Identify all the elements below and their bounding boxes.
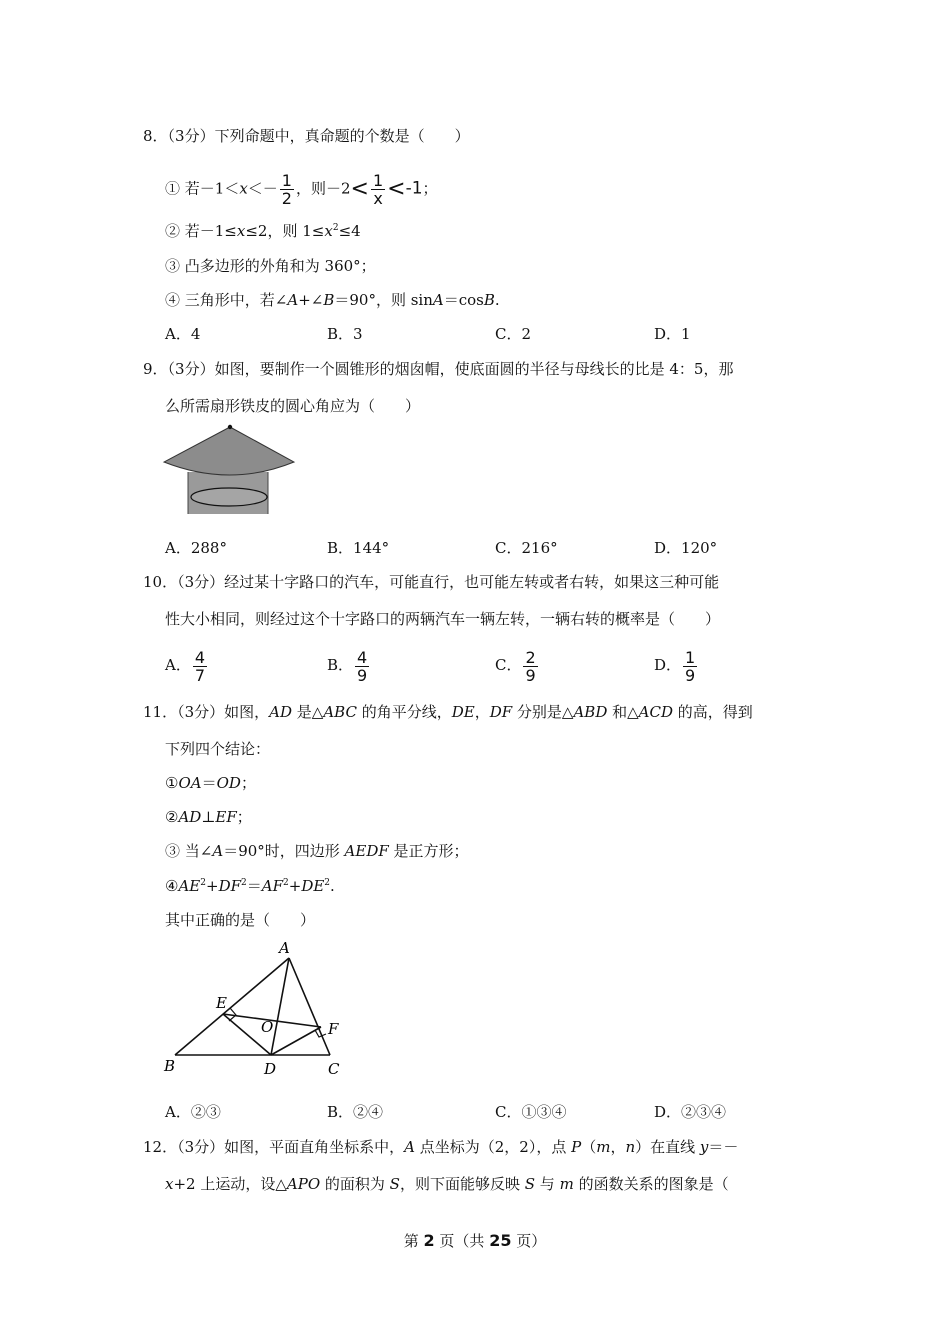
pipe-ellipse: [191, 488, 267, 506]
label-F: F: [328, 1020, 339, 1038]
q8-s2-text-a: ② 若－1≤: [165, 222, 237, 240]
q10-d-frac: $\frac{1}{9}$: [685, 647, 696, 685]
side-AB: [175, 958, 289, 1055]
q10-b-frac: $\frac{4}{9}$: [357, 647, 368, 685]
q8-s4-b: +∠: [298, 291, 324, 309]
q11-stem-line-1: 11．（3分）如图，AD 是△ABC 的角平分线，DE，DF 分别是△ABD 和△ACD 的高，得到: [143, 703, 753, 721]
q9-option-a[interactable]: A．288°: [165, 539, 227, 557]
q10-b-label: B．: [327, 656, 354, 674]
q8-s2-text-c: ≤4: [338, 222, 361, 240]
q9-option-c[interactable]: C．216°: [495, 539, 558, 557]
q10-a-label: A．: [165, 656, 191, 674]
q10-d-label: D．: [654, 656, 682, 674]
q8-lt-2: <: [387, 176, 406, 202]
cone-apex: [228, 425, 232, 429]
q11-option-a[interactable]: A．②③: [165, 1103, 221, 1121]
label-D: D: [264, 1060, 277, 1078]
q8-s2-var-x2: x: [324, 222, 333, 240]
q8-option-c[interactable]: C．2: [495, 325, 532, 343]
q8-s4-A2: A: [432, 291, 444, 309]
q9-option-b[interactable]: B．144°: [327, 539, 390, 557]
q11-triangle-figure: [158, 938, 358, 1083]
q8-s2-text-b: ≤2，则 1≤: [245, 222, 325, 240]
q9-stem-line-2: 么所需扇形铁皮的圆心角应为（ ）: [165, 397, 421, 415]
q8-s4-B1: B: [323, 291, 335, 309]
q10-option-c[interactable]: [495, 645, 540, 685]
q8-statement-3: ③ 凸多边形的外角和为 360°；: [165, 257, 376, 275]
q8-s1-var-x: x: [239, 179, 248, 198]
q12-stem-line-1: 12．（3分）如图，平面直角坐标系中，A 点坐标为（2，2），点 P（m，n）在直线 y＝－: [143, 1138, 739, 1156]
q10-option-d[interactable]: [654, 645, 699, 685]
q8-s1-text-c: ，则－2: [295, 179, 351, 198]
label-A: A: [279, 939, 290, 957]
q10-a-frac: $\frac{4}{7}$: [194, 647, 206, 685]
q10-option-b[interactable]: [327, 645, 371, 685]
q11-stem-line-2: 下列四个结论：: [165, 740, 271, 758]
q10-c-label: C．: [495, 656, 522, 674]
total-pages: 25: [489, 1231, 512, 1250]
q12-stem-line-2: x+2 上运动，设△APO 的面积为 S，则下面能够反映 S 与 m 的函数关系的图象是（: [165, 1175, 729, 1193]
q8-option-a[interactable]: A．4: [165, 325, 201, 343]
q8-s2-var-x: x: [236, 222, 246, 240]
q8-s1-text-d: ；: [422, 179, 438, 198]
q8-stem: 8．（3分）下列命题中，真命题的个数是（ ）: [143, 127, 470, 145]
q8-frac-half: $\frac{1}{2}$: [281, 171, 292, 208]
q10-stem-line-2: 性大小相同，则经过这个十字路口的两辆汽车一辆左转，一辆右转的概率是（ ）: [165, 610, 721, 628]
q8-s4-c: ＝90°，则 sin: [334, 291, 433, 309]
q8-option-b[interactable]: B．3: [327, 325, 363, 343]
segment-AD: [271, 958, 289, 1055]
q9-stem-line-1: 9．（3分）如图，要制作一个圆锥形的烟囱帽，使底面圆的半径与母线长的比是 4：5，那: [143, 360, 734, 378]
q8-statement-4: [165, 290, 500, 310]
label-C: C: [328, 1060, 340, 1078]
q11-question: 其中正确的是（ ）: [165, 911, 316, 929]
q10-c-frac: $\frac{2}{9}$: [525, 647, 536, 685]
q8-s4-d: ＝cos: [443, 291, 484, 309]
label-E: E: [216, 994, 227, 1012]
q11-conclusion-1: ①OA＝OD；: [165, 774, 256, 792]
q8-s1-text-a: ① 若－1＜: [165, 179, 240, 198]
q8-s2-sq: 2: [332, 223, 339, 233]
q11-conclusion-4: $④AE^2+DF^2=AF^2+DE^2$.: [165, 877, 335, 895]
q11-option-b[interactable]: B．②④: [327, 1103, 384, 1121]
q8-statement-1: [165, 172, 438, 207]
q8-minus-one: -1: [405, 178, 423, 199]
q10-stem-line-1: 10．（3分）经过某十字路口的汽车，可能直行，也可能左转或者右转，如果这三种可能: [143, 573, 720, 591]
q8-statement-2: [165, 221, 361, 241]
segment-DF: [271, 1027, 321, 1055]
page-footer: 第 2 页（共 25 页）: [403, 1231, 547, 1250]
q8-s4-a: ④ 三角形中，若∠: [165, 291, 288, 309]
q8-s1-text-b: ＜－: [247, 179, 278, 198]
q8-s4-B2: B: [483, 291, 495, 309]
q8-frac-x: $\frac{1}{x}$: [372, 171, 384, 208]
q9-chimney-cap-figure: [160, 422, 300, 518]
current-page: 2: [423, 1231, 435, 1250]
label-B: B: [164, 1057, 176, 1075]
q8-option-d[interactable]: D．1: [654, 325, 691, 343]
q9-option-d[interactable]: D．120°: [654, 539, 718, 557]
q8-lt-1: <: [350, 176, 369, 202]
q8-s4-A1: A: [287, 291, 299, 309]
side-AC: [289, 958, 330, 1055]
q11-conclusion-2: ②AD⊥EF；: [165, 808, 252, 826]
cone-cap: [164, 427, 294, 475]
q10-option-a[interactable]: [165, 645, 209, 685]
q11-option-c[interactable]: C．①③④: [495, 1103, 567, 1121]
q8-s4-e: .: [494, 291, 500, 309]
q11-option-d[interactable]: D．②③④: [654, 1103, 727, 1121]
label-O: O: [261, 1018, 274, 1036]
q11-conclusion-3: ③ 当∠A＝90°时，四边形 AEDF 是正方形；: [165, 842, 469, 860]
